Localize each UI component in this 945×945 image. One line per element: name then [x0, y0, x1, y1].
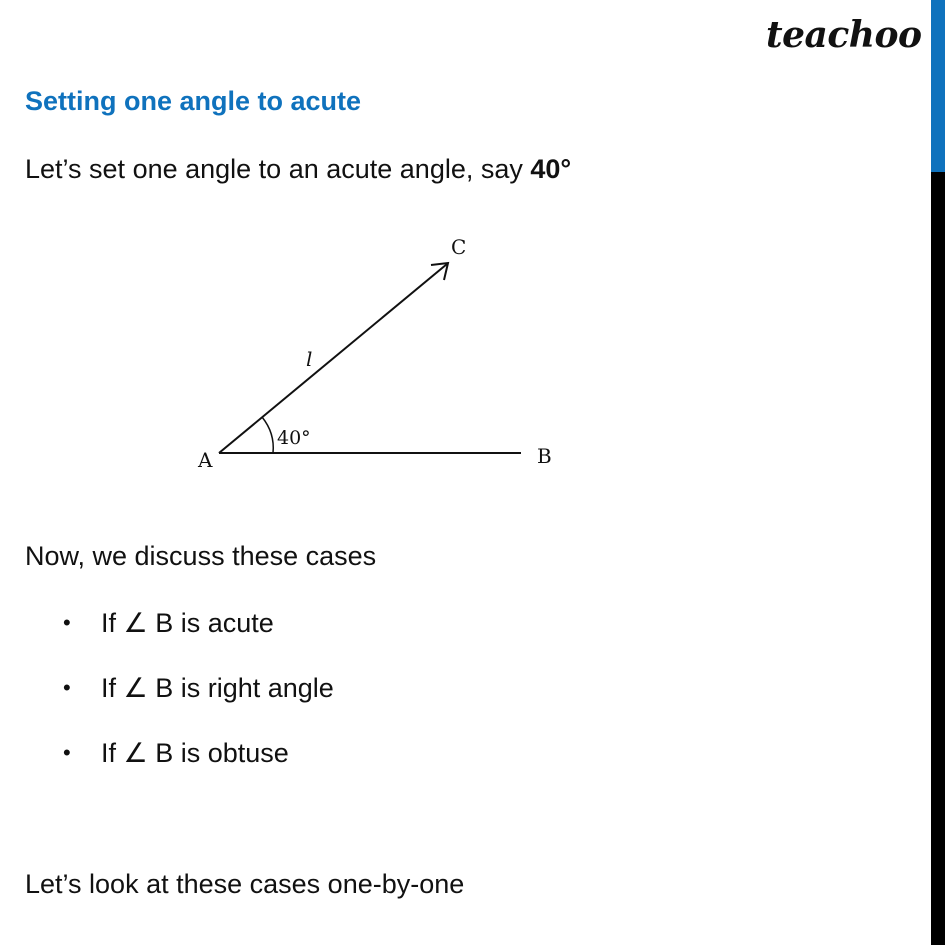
case-text: If ∠ B is right angle: [101, 673, 334, 703]
case-list: [63, 608, 334, 803]
case-text: If ∠ B is obtuse: [101, 738, 289, 768]
discussion-intro: Now, we discuss these cases: [25, 541, 377, 571]
bullet: •: [63, 610, 71, 635]
vertex-b-label: B: [537, 444, 552, 468]
section-heading: Setting one angle to acute: [25, 86, 362, 116]
bullet: •: [63, 675, 71, 700]
list-item: [63, 673, 334, 738]
case-text: If ∠ B is acute: [101, 608, 274, 638]
angle-label: 40°: [277, 427, 311, 449]
list-item: [63, 608, 334, 673]
vertex-c-label: C: [451, 235, 467, 259]
bullet: •: [63, 740, 71, 765]
closing-line: Let’s look at these cases one-by-one: [25, 869, 465, 899]
vertex-a-label: A: [198, 448, 213, 472]
intro-emphasis: 40°: [530, 154, 572, 184]
angle-arc: [262, 417, 273, 453]
teachoo-logo: teachoo: [766, 14, 922, 56]
intro-text: Let’s set one angle to an acute angle, say: [25, 154, 531, 184]
list-item: [63, 738, 334, 803]
ray-ac: [219, 264, 447, 453]
side-label: l: [306, 347, 313, 371]
